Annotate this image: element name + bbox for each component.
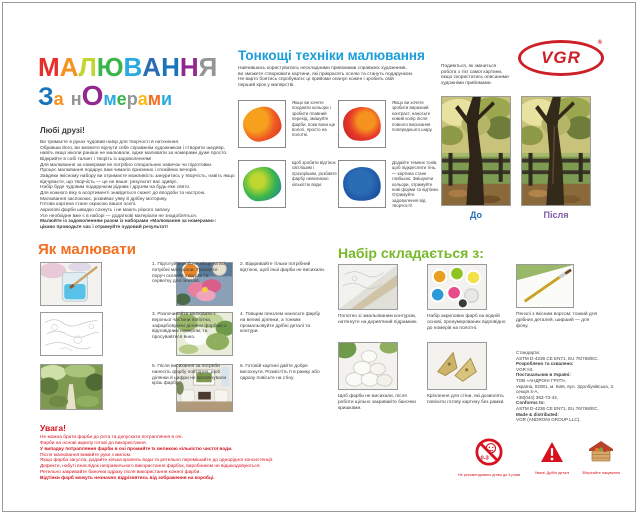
warning-section — [40, 423, 440, 482]
kit-hooks-caption: Кріплення для стіни, які дозволять повісити готову картину без рамки. — [427, 394, 505, 405]
orange-red-blend-swatch — [240, 104, 283, 144]
step5-caption: 5. Після висихання за потреби нанесіть фарбу повторно, щоб ділянки й цифри не просвічували крізь фарбу. — [152, 364, 227, 387]
technique-heading: Тонкощі техніки малювання — [238, 48, 425, 63]
svg-text:0-3: 0-3 — [480, 455, 489, 462]
title-letter: м — [103, 89, 117, 109]
kit-heading: Набір складається з: — [338, 245, 484, 261]
intro-line: Акрилові фарби швидко сохнуть і не мають різкого запаху. — [40, 207, 171, 213]
intro-line: Усе необхідне вже є в наборі — додаткові матеріали не знадобляться. — [40, 213, 198, 219]
step4-caption: 4. Товщим пензлем наносьте фарбу на великі ділянки, а тонким промальовуйте дрібні деталі та контури. — [240, 312, 321, 335]
title-letter: а — [53, 89, 64, 109]
compare-note-line: якщо скористатись описаними — [441, 75, 509, 81]
after-photo — [521, 96, 591, 206]
paint-swatch-frame — [238, 100, 286, 148]
standards-line: ASTM D-4236 CE EN71, EU 76/768/EC. — [516, 405, 599, 411]
house-packaging-icon — [588, 440, 614, 464]
title-letter: З — [38, 83, 54, 111]
step1-caption: 1. Підготуйте робоче місце та всі потрібні матеріали. Тримайте поруч склянку з водою та серветку для пензлів. — [152, 262, 226, 285]
kit-paints-caption: Набір акрилових фарб на водній основі, пронумерованих відповідно до номерів на полотні. — [427, 314, 506, 331]
paint-swatch-frame — [238, 160, 286, 208]
warning-line: Фарби на основі акрилу готові до використання. — [40, 440, 147, 446]
tree-scene-illustration — [522, 97, 590, 205]
title-letter: Ю — [96, 52, 124, 82]
before-label: До — [469, 210, 483, 220]
intro-line: Завдяки якісному набору ви отримаєте можливість зануритись у творчість, навіть якщо — [40, 173, 235, 179]
title-letter: а — [137, 89, 148, 109]
intro-section — [40, 126, 236, 231]
technique-item — [238, 160, 340, 208]
intro-line: Обравши його, ви зможете відчути себе справжнім художником і створити шедевр, — [40, 145, 225, 151]
title-letter: Н — [161, 52, 180, 82]
standards-line: Розроблено та схвалено: — [516, 361, 574, 367]
intro-line: Малюйте із задоволенням разом із наборами «Малювання за номерами»: — [40, 219, 217, 225]
step5-photo-finished-garden — [40, 364, 103, 410]
standards-line: ASTM D-4236 CE EN71, EU 76/768/EC. — [516, 355, 599, 361]
technique-item — [338, 160, 440, 208]
warning-line: Ретельно закривайте баночки одразу після використання кожної фарби. — [40, 470, 201, 476]
warning-line: Відтінки фарб можуть незначно відрізнятись від зображення на коробці. — [40, 475, 215, 481]
keep-packaging-label: Зберігайте пакування — [582, 471, 620, 475]
step2-caption: 2. Відкривайте тільки потрібний відтінок, щоб інші фарби не висихали. — [240, 262, 326, 273]
compare-note — [441, 64, 546, 87]
intro-line: Ви тримаєте в руках чудовий набір для творчості й натхнення. — [40, 140, 180, 145]
technique-intro-line: перший крок у малярстві. — [238, 82, 295, 88]
product-title — [38, 54, 217, 110]
warning-line: Дефекти, набуті внаслідок неправильного використання фарбок, виробником не відшкодовуються. — [40, 464, 261, 470]
step3-photo-numbered-canvas — [40, 312, 103, 356]
standards-line: Стандарти: — [516, 350, 541, 355]
intro-line: Готова картина стане окрасою вашої оселі. — [40, 202, 137, 208]
kit-canvas-photo — [338, 264, 398, 310]
title-letter: Н — [179, 52, 199, 82]
green-blue-wash-swatch — [242, 166, 282, 203]
technique-caption: Додайте темних тонів, щоб підкреслити тінь, — картина стане глибшою. Змішуючи кольори, отримуйте нові форми та відтінки. Отримуйте задоволення від творчості! — [392, 160, 440, 208]
step6-caption: 6. Готовій картині дайте добре висохнути. Розмістіть її в рамку або одразу повісьте на стіну. — [240, 364, 320, 381]
standards-line: Україна, 02081, м. Київ, вул. Здолбунівська, 3, секція 4-А, — [516, 383, 615, 395]
kit-paints-photo — [427, 264, 487, 310]
garden-finished-illustration — [41, 365, 102, 409]
technique-section — [238, 48, 440, 89]
technique-caption: Якщо ви хочете поєднати кольори і зробити плавний перехід, змішуйте фарби, поки вони ще вологі, просто на полотні. — [292, 100, 336, 138]
age-restriction-label: Не рекомендовано дітям до 3 років — [457, 473, 521, 477]
registered-mark: ® — [597, 40, 603, 46]
intro-line: Відкрийте в собі талант і творіть із задоволенням! — [40, 156, 152, 162]
title-letter: Л — [78, 52, 97, 82]
warning-line: Не можна брати фарби до рота та допускати потрапляння в очі. — [40, 435, 183, 440]
standards-line: Постачальник в Україні: — [516, 372, 571, 378]
paint-pots-illustration — [428, 265, 486, 309]
warning-line: У випадку потрапляння фарби в очі промийте їх великою кількістю чистої води. — [40, 446, 233, 452]
title-letter: е — [116, 89, 127, 109]
compare-note-line: Подивіться, як зміниться — [441, 64, 497, 69]
step3-caption: 3. Розпочинайте малювати з верхньої частини полотна, зафарбовуючи ділянки фарбою з відповідним номером, та просувайтеся вниз. — [152, 312, 227, 340]
brush-illustration — [517, 265, 573, 307]
title-letter: и — [161, 89, 173, 109]
warning-triangle-block — [528, 441, 576, 475]
technique-intro-line: ви зможете створювати картини, які прикрасять оселю та стануть подарунком. — [238, 71, 414, 77]
standards-line: VGR Int. — [516, 366, 534, 372]
intro-line: Процес малювання подарує вам чимало приємних і спокійних вечорів. — [40, 168, 198, 174]
title-line2 — [38, 82, 217, 110]
paint-swatch-frame — [338, 160, 386, 208]
technique-item — [338, 100, 440, 148]
warning-line: Якщо фарба загусла, додайте кілька крапель води та ретельно перемішайте до однорідної консистенції. — [40, 458, 274, 464]
standards-line: ТОВ «АНДРОНІ ГРУП», — [516, 377, 567, 383]
paint-swatch-frame — [338, 100, 386, 148]
kit-pots-caption: Щоб фарби не висихали, після роботи щільно закривайте баночки кришками. — [338, 394, 416, 411]
intro-line: Малювання заспокоює, розвиває уяву й дрібну моторику. — [40, 196, 168, 202]
intro-line: Для кожного віку в асортименті знайдеться сюжет до вподоби та настрою. — [40, 190, 206, 196]
after-label: Після — [543, 210, 569, 220]
technique-caption: Щоб зробити відтінок світлішим і прозорішим, розбавте фарбу невеликою кількістю води. — [292, 160, 337, 187]
title-letter: А — [59, 52, 79, 82]
kit-brush-caption: Пензлі з якісним ворсом: тонкий для дрібних деталей, ширший — для фону. — [516, 312, 598, 329]
standards-line: Made & distributed: — [516, 411, 559, 417]
intro-greeting: Любі друзі! — [40, 126, 85, 135]
keep-packaging-block — [574, 440, 628, 475]
kit-brush-photo — [516, 264, 574, 308]
no-children-under-3-icon — [475, 438, 503, 466]
title-letter: А — [142, 52, 162, 82]
deep-blue-swatch — [341, 165, 383, 204]
warning-triangle-label: Увага! Дрібні деталі — [534, 471, 570, 475]
line-art-canvas-illustration — [41, 313, 102, 355]
intro-line: навіть якщо ніколи раніше не малювали, адже малювати за номерами дуже просто. — [40, 151, 228, 157]
title-letter: М — [38, 52, 60, 82]
title-letter: р — [126, 89, 138, 109]
title-letter: О — [81, 80, 104, 111]
intro-text — [40, 140, 236, 231]
standards-line: +38(044) 353-73-43. — [516, 394, 559, 400]
standards-line: VGR (ANDRONI GROUP LLC). — [516, 417, 581, 423]
title-letter: Я — [198, 52, 218, 82]
intro-line: цікаво проводьте час і отримуйте чудовий результат! — [40, 224, 169, 230]
compare-note-line: робота з тієї самої картини, — [441, 69, 503, 75]
kit-canvas-caption: Полотно зі змальованим контуром, натягнуте на дерев'яний підрамник. — [338, 314, 418, 325]
title-letter: В — [123, 52, 143, 82]
step1-photo-water-jar — [40, 262, 102, 306]
white-pots-illustration — [339, 343, 397, 389]
title-letter: м — [147, 89, 162, 109]
exclamation-triangle-icon — [540, 441, 564, 464]
technique-item — [238, 100, 340, 148]
title-line1 — [38, 54, 217, 80]
kit-pots-photo — [338, 342, 398, 390]
technique-intro-line: Навчившись користуватись нескладними прийомами справжніх художників, — [238, 66, 407, 71]
standards-line: Conforms to: — [516, 400, 545, 406]
kit-hooks-photo — [427, 342, 487, 390]
technique-caption: Якщо ви хочете зробити виразний контраст, наносьте новий колір після повного висихання попереднього шару. — [392, 100, 433, 132]
intro-line: Для малювання за номерами не потрібно спеціальних навичок чи підготовки. — [40, 162, 213, 168]
warning-text — [40, 435, 440, 482]
warning-heading: Увага! — [40, 423, 66, 433]
intro-line: Набір буде чудовим подарунком рідним і друзям на будь-яке свято. — [40, 185, 191, 191]
warning-line: Після малювання вимийте руки з милом. — [40, 452, 132, 458]
technique-intro — [238, 66, 440, 89]
water-jar-illustration — [41, 263, 101, 305]
wall-hooks-illustration — [428, 343, 486, 389]
red-layer-swatch — [341, 105, 382, 143]
before-photo — [441, 96, 511, 206]
technique-intro-line: Не варто боятись спробувати: ці прийоми опанує кожен і зробить свій — [238, 77, 394, 83]
age-restriction-block — [456, 438, 522, 477]
howto-heading: Як малювати — [38, 241, 136, 258]
standards-block — [516, 350, 628, 423]
stretched-canvas-illustration — [339, 265, 397, 309]
vgr-logo-text: VGR — [541, 48, 581, 67]
compare-note-line: художніми прийомами. — [441, 80, 492, 86]
intro-line: відчуваєте, що творчість — це не ваше: результат вас здивує. — [40, 179, 178, 185]
title-letter: н — [70, 89, 82, 109]
tree-scene-illustration — [442, 97, 510, 205]
